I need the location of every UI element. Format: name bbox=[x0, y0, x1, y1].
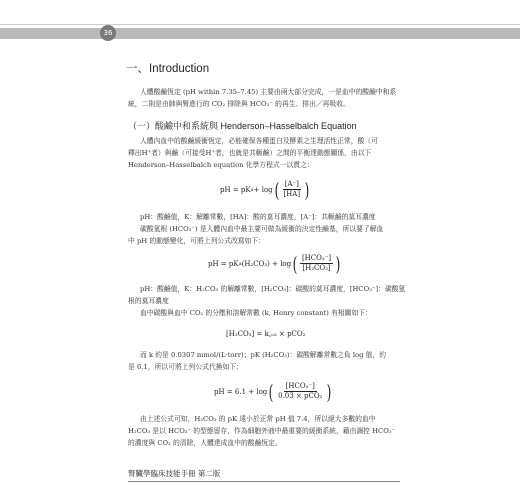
eq4-lhs: pH = 6.1 + log bbox=[214, 387, 268, 396]
eq4-den: 0.03 × pCO₂ bbox=[278, 392, 323, 400]
equation-1 bbox=[220, 177, 311, 202]
para4-line-1: 而 k 約是 0.0307 mmol/(L·torr)；pK (H₂CO₃)：碳酸解離常數之負 log 值，約 bbox=[140, 351, 387, 359]
intro-line-2: 統，二則是由肺與腎進行的 CO₂ 排除與 HCO₃⁻ 的再生、排出／再吸收。 bbox=[128, 100, 350, 108]
eq1-den: [HA] bbox=[283, 190, 301, 198]
header-bar bbox=[0, 28, 520, 39]
para3-line-3: 血中碳酸與血中 CO₂ 的分壓和溶解常數 (k, Henry constant) 有相關如下： bbox=[140, 309, 372, 317]
para1-line-3: Henderson–Hasselbalch equation 化學方程式一以貫之： bbox=[128, 161, 314, 169]
eq4-open-paren: ( bbox=[268, 379, 274, 404]
eq1-num: [A⁻] bbox=[284, 180, 299, 188]
eq1-fraction bbox=[281, 180, 302, 199]
para2-line-1: pH：酸鹼值，K：解離常數，[HA]：酸的莫耳濃度，[A⁻]：共軛鹼的莫耳濃度 bbox=[140, 213, 376, 221]
para5-line-1: 由上述公式可知，H₂CO₃ 的 pK 遠小於正常 pH 值 7.4，所以絕大多數的血中 bbox=[140, 415, 376, 423]
equation-2 bbox=[208, 251, 342, 276]
eq2-num: [HCO₃⁻] bbox=[301, 254, 332, 262]
para5-line-2: H₂CO₃ 是以 HCO₃⁻ 的型態留存，作為細胞外液中最重要的緩衝系統，藉由調控 HCO₃⁻ bbox=[128, 427, 396, 435]
eq2-sub: a bbox=[238, 260, 242, 267]
equation-3: [H₂CO₃] = k꜀ₒ₂ × pCO₂ bbox=[226, 330, 306, 338]
page-number-badge: 36 bbox=[100, 25, 116, 41]
para3-line-2: 根的莫耳濃度 bbox=[128, 297, 169, 305]
eq2-mid: (H₂CO₃) + log bbox=[241, 259, 292, 268]
eq1-lhs: pH = pK bbox=[220, 185, 251, 194]
eq2-open-paren: ( bbox=[292, 251, 298, 276]
para5-line-3: 的濃度與 CO₂ 的清除，人體達成血中的酸鹼恆定。 bbox=[128, 439, 282, 447]
intro-line-1: 人體酸鹼恆定 (pH within 7.35–7.45) 主要由兩大部分完成，一是血中的酸鹼中和系 bbox=[140, 88, 397, 96]
para2-line-3: 中 pH 的動態變化，可將上列公式改寫如下： bbox=[128, 237, 265, 245]
eq2-den: [H₂CO₃] bbox=[302, 264, 331, 272]
eq1-sub: a bbox=[250, 186, 254, 193]
para1-line-2: 釋出H⁺者）與鹼（可接受H⁺者，也就是共軛鹼）之間的平衡達動態關係，由以下 bbox=[128, 149, 372, 157]
subsection-title: （一）酸鹼中和系統與 Henderson–Hasselbalch Equation bbox=[128, 121, 357, 131]
eq4-close-paren: ) bbox=[326, 379, 332, 404]
para1-line-1: 人體內血中的酸鹼緩衝恆定，必能確保各種蛋白及酵素之生理活性正常，酸（可 bbox=[140, 137, 378, 145]
equation-4 bbox=[214, 379, 333, 404]
para3-line-1: pH：酸鹼值，K：H₂CO₃ 的解離常數，[H₂CO₃]：碳酸的莫耳濃度，[HCO₃⁻]：碳酸氫 bbox=[140, 285, 406, 293]
eq4-num: [HCO₃⁻] bbox=[285, 382, 315, 390]
footer-book-title: 腎臟學臨床技能手冊 第二版 bbox=[128, 469, 221, 478]
eq4-fraction bbox=[276, 382, 324, 401]
section-title: 一、Introduction bbox=[126, 63, 210, 75]
eq2-close-paren: ) bbox=[335, 251, 341, 276]
eq1-mid: + log bbox=[253, 185, 273, 194]
para2-line-2: 碳酸氫根 (HCO₃⁻) 是人體內血中最主要可做為緩衝的決定性鹼基，所以要了解血 bbox=[140, 225, 384, 233]
eq2-fraction bbox=[300, 254, 333, 273]
eq2-lhs: pH = pK bbox=[208, 259, 239, 268]
header-line bbox=[0, 24, 520, 25]
eq1-open-paren: ( bbox=[274, 177, 279, 202]
para4-line-2: 是 6.1，所以可將上列公式代換如下： bbox=[128, 363, 243, 371]
eq1-close-paren: ) bbox=[304, 177, 310, 202]
footer-line bbox=[128, 481, 400, 482]
